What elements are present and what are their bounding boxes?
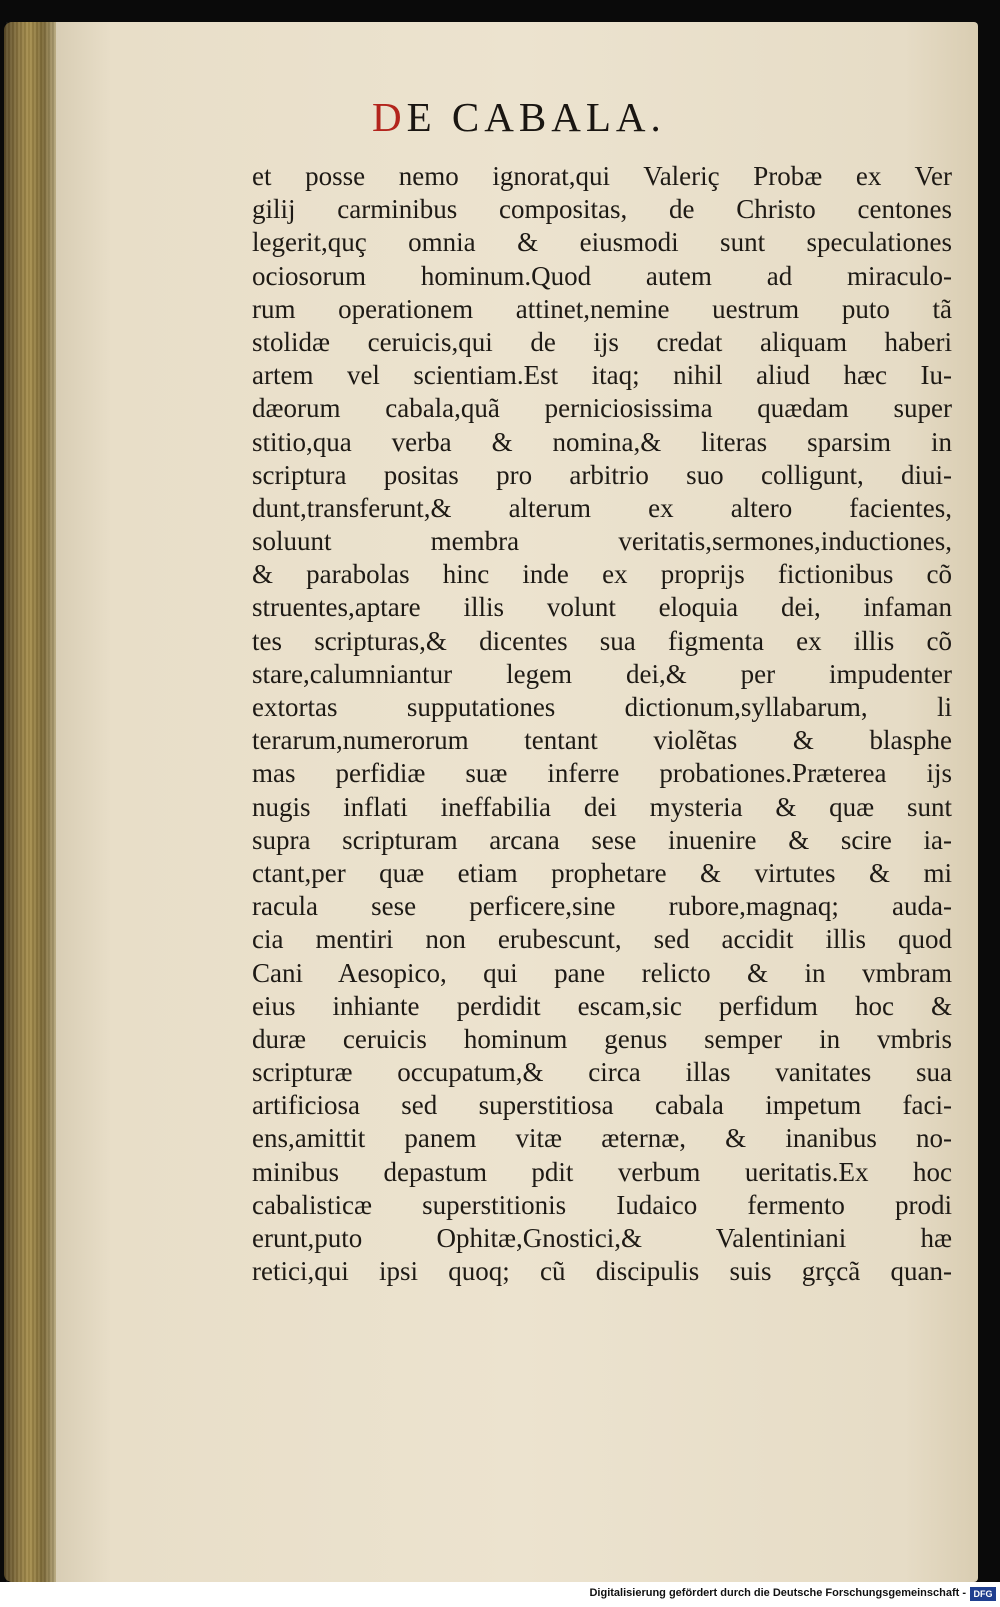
text-line: artem vel scientiam.Est itaq; nihil aliud hæc Iu- xyxy=(252,360,952,391)
text-line: erunt,puto Ophitæ,Gnostici,& Valentiniani hæ xyxy=(252,1223,952,1253)
text-line: Cani Aesopico, qui pane relicto & in vmbram xyxy=(252,957,952,988)
text-line: gilij carminibus compositas, de Christo centones xyxy=(252,194,952,225)
text-line: retici,qui ipsi quoq; cũ discipulis suis grçcã quan- xyxy=(252,1256,952,1287)
footer-bar xyxy=(0,1582,1000,1607)
text-line: stolidæ ceruicis,qui de ijs credat aliquam haberi xyxy=(252,326,952,357)
text-line: dunt,transferunt,& alterum ex altero facientes, xyxy=(252,492,952,523)
text-line: minibus depastum pdit verbum ueritatis.Ex hoc xyxy=(252,1156,952,1187)
text-line: et posse nemo ignorat,qui Valeriç Probæ ex Ver xyxy=(252,161,952,191)
text-line: scripturæ occupatum,& circa illas vanitates sua xyxy=(252,1057,952,1088)
book-page-edge xyxy=(4,22,60,1582)
text-line: extortas supputationes dictionum,syllabarum, li xyxy=(252,692,952,722)
text-line: racula sese perficere,sine rubore,magnaq; auda- xyxy=(252,891,952,922)
text-line: ens,amittit panem vitæ æternæ, & inanibus no- xyxy=(252,1123,952,1154)
text-line: eius inhiante perdidit escam,sic perfidum hoc & xyxy=(252,990,952,1021)
text-line: artificiosa sed superstitiosa cabala impetum faci- xyxy=(252,1090,952,1121)
dfg-logo: DFG xyxy=(970,1587,996,1601)
text-line: stare,calumniantur legem dei,& per impudenter xyxy=(252,658,952,689)
text-line: & parabolas hinc inde ex proprijs fictionibus cõ xyxy=(252,559,952,590)
text-line: legerit,quç omnia & eiusmodi sunt speculationes xyxy=(252,227,952,258)
text-line: soluunt membra veritatis,sermones,inductiones, xyxy=(252,526,952,557)
text-line: mas perfidiæ suæ inferre probationes.Præterea ijs xyxy=(252,758,952,789)
running-head-initial: D xyxy=(372,94,407,140)
text-line: cabalisticæ superstitionis Iudaico fermento prodi xyxy=(252,1189,952,1220)
text-line: rum operationem attinet,nemine uestrum puto tã xyxy=(252,293,952,324)
text-line: stitio,qua verba & nomina,& literas sparsim in xyxy=(252,426,952,457)
text-line: dæorum cabala,quã perniciosissima quædam super xyxy=(252,393,952,424)
text-line: cia mentiri non erubescunt, sed accidit illis quod xyxy=(252,924,952,955)
digitization-credit: Digitalisierung gefördert durch die Deutsche Forschungsgemeinschaft - xyxy=(589,1587,966,1599)
running-head xyxy=(372,93,772,141)
text-line: nugis inflati ineffabilia dei mysteria & quæ sunt xyxy=(252,791,952,822)
text-line: ociosorum hominum.Quod autem ad miraculo- xyxy=(252,260,952,291)
text-line: struentes,aptare illis volunt eloquia dei, infaman xyxy=(252,592,952,623)
running-head-text: E CABALA. xyxy=(406,94,666,140)
text-block xyxy=(252,160,952,1288)
text-line: tes scripturas,& dicentes sua figmenta ex illis cõ xyxy=(252,625,952,656)
text-line: supra scripturam arcana sese inuenire & scire ia- xyxy=(252,824,952,855)
text-line: scriptura positas pro arbitrio suo colligunt, diui- xyxy=(252,459,952,490)
text-line: terarum,numerorum tentant violẽtas & blasphe xyxy=(252,725,952,756)
text-line: ctant,per quæ etiam prophetare & virtutes & mi xyxy=(252,857,952,888)
text-line: duræ ceruicis hominum genus semper in vmbris xyxy=(252,1023,952,1054)
